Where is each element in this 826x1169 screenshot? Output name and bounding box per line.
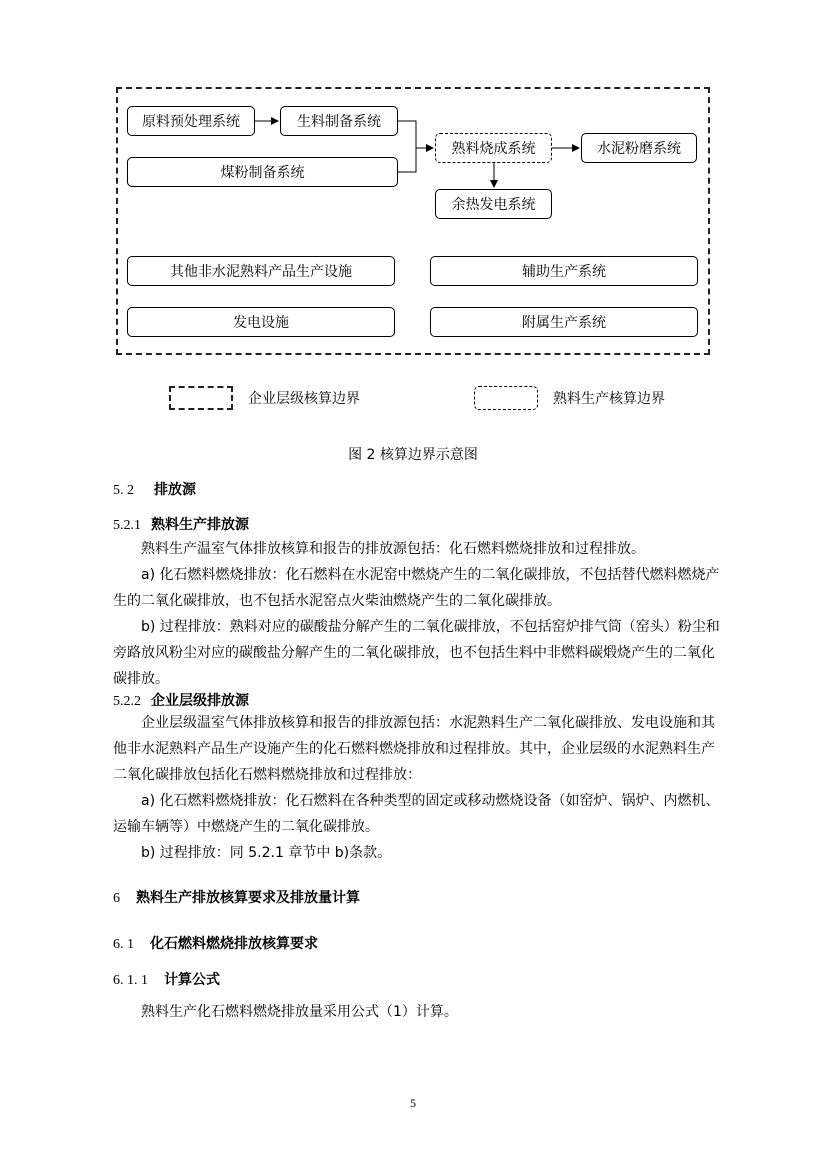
section-5-2-1-heading [113, 514, 249, 534]
paragraph-5: a) 化石燃料燃烧排放：化石燃料在各种类型的固定或移动燃烧设备（如窑炉、锅炉、内燃机、运输车辆等）中燃烧产生的二氧化碳排放。 [113, 793, 720, 835]
box-other-products: 其他非水泥熟料产品生产设施 [127, 256, 395, 286]
section-title: 计算公式 [164, 972, 220, 988]
section-title: 排放源 [154, 482, 196, 498]
box-power: 发电设施 [127, 307, 395, 337]
connector-meal [398, 121, 416, 148]
box-raw-meal: 生料制备系统 [280, 106, 398, 136]
section-number: 5. 2 [113, 483, 134, 498]
section-title: 熟料生产排放核算要求及排放量计算 [136, 890, 360, 906]
paragraph-7: 熟料生产化石燃料燃烧排放量采用公式（1）计算。 [141, 1004, 458, 1020]
box-clinker: 熟料烧成系统 [435, 133, 552, 163]
legend-enterprise-label: 企业层级核算边界 [248, 391, 360, 407]
section-6-1-1-heading [113, 969, 220, 989]
box-affiliated: 附属生产系统 [430, 307, 698, 337]
box-auxiliary: 辅助生产系统 [430, 256, 698, 286]
section-number: 5.2.2 [113, 694, 141, 709]
section-number: 6 [113, 891, 120, 906]
legend-enterprise-swatch [169, 386, 233, 410]
section-5-2-2-heading [113, 690, 249, 710]
flow-arrows [0, 0, 826, 400]
section-6-1-heading [113, 933, 318, 953]
legend-clinker-swatch [474, 386, 538, 410]
paragraph-3: b) 过程排放：熟料对应的碳酸盐分解产生的二氧化碳排放，不包括窑炉排气筒（窑头）粉尘和旁路放风粉尘对应的碳酸盐分解产生的二氧化碳排放，也不包括生料中非燃料碳煅烧产生的二氧化碳排放。 [113, 619, 720, 687]
section-title: 熟料生产排放源 [151, 517, 249, 533]
box-waste-heat: 余热发电系统 [435, 189, 552, 219]
section-number: 5.2.1 [113, 518, 141, 533]
paragraph-2: a) 化石燃料燃烧排放：化石燃料在水泥窑中燃烧产生的二氧化碳排放，不包括替代燃料燃烧产生的二氧化碳排放，也不包括水泥窑点火柴油燃烧产生的二氧化碳排放。 [113, 567, 720, 609]
paragraph-6: b) 过程排放：同 5.2.1 章节中 b)条款。 [141, 845, 392, 861]
box-cement-grinding: 水泥粉磨系统 [581, 133, 697, 163]
box-raw-material: 原料预处理系统 [127, 106, 255, 136]
page-number: 5 [410, 1096, 416, 1110]
box-coal: 煤粉制备系统 [127, 157, 398, 187]
section-5-2-heading [113, 479, 196, 499]
connector-coal [398, 148, 416, 172]
legend-clinker-label: 熟料生产核算边界 [553, 391, 665, 407]
paragraph-1: 熟料生产温室气体排放核算和报告的排放源包括：化石燃料燃烧排放和过程排放。 [141, 541, 645, 557]
section-title: 化石燃料燃烧排放核算要求 [150, 936, 318, 952]
paragraph-4: 企业层级温室气体排放核算和报告的排放源包括：水泥熟料生产二氧化碳排放、发电设施和其他非水泥熟料产品生产设施产生的化石燃料燃烧排放和过程排放。其中，企业层级的水泥熟料生产二氧化碳排放包括化石燃料燃烧排放和过程排放： [113, 715, 715, 783]
section-6-heading [113, 887, 360, 907]
section-number: 6. 1. 1 [113, 973, 148, 988]
section-title: 企业层级排放源 [151, 693, 249, 709]
figure-caption: 图 2 核算边界示意图 [348, 447, 478, 463]
section-number: 6. 1 [113, 937, 134, 952]
